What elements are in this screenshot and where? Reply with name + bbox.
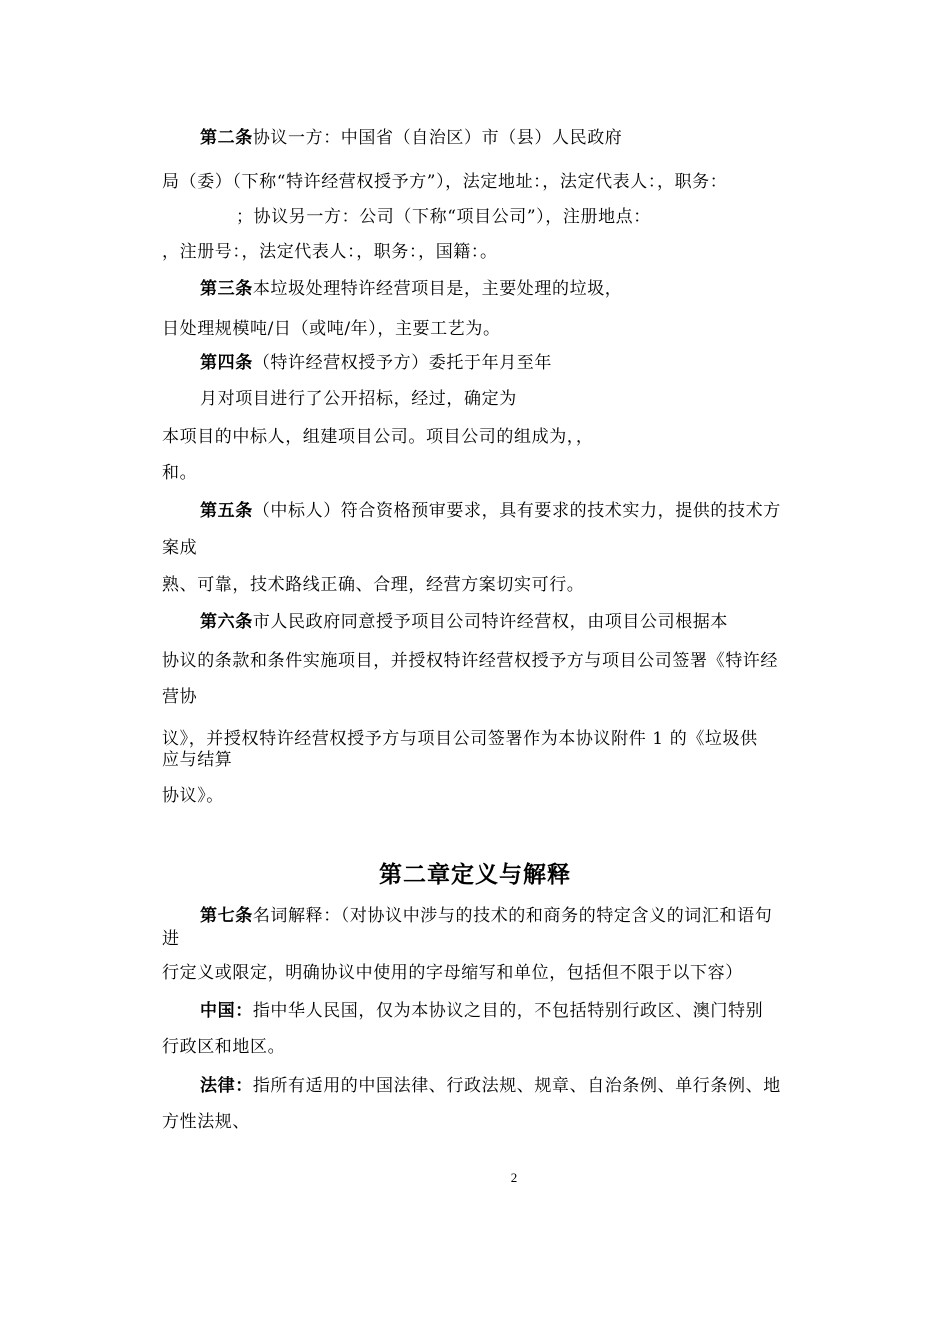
line-text: 进 [162, 929, 180, 949]
paragraph-line [162, 537, 197, 559]
line-text: 行定义或限定，明确协议中使用的字母缩写和单位，包括但不限于以下容） [162, 963, 743, 983]
line-text: 案成 [162, 538, 198, 558]
line-text: 营协 [162, 687, 198, 707]
line-text: 方性法规、 [162, 1112, 250, 1132]
paragraph-line [200, 500, 781, 522]
line-text: 和。 [162, 463, 198, 483]
paragraph-line [162, 171, 727, 193]
article-label: 第二条 [200, 128, 253, 148]
paragraph-line [162, 728, 758, 750]
line-text: 指中华人民国，仅为本协议之目的，不包括特别行政区、澳门特别 [252, 1001, 764, 1021]
paragraph-line [200, 278, 622, 300]
line-text: （中标人）符合资格预审要求，具有要求的技术实力，提供的技术方 [252, 501, 781, 521]
paragraph-line [162, 241, 498, 263]
paragraph-line [162, 426, 594, 448]
line-text: 行政区和地区。 [162, 1037, 286, 1057]
paragraph-line [162, 1111, 250, 1133]
line-text: 协议》。 [162, 786, 224, 806]
line-text: 指所有适用的中国法律、行政法规、规章、自治条例、单行条例、地 [252, 1076, 781, 1096]
line-text: ，注册号：，法定代表人：，职务：，国籍：。 [162, 242, 498, 262]
term-label: 法律： [200, 1076, 253, 1096]
paragraph-line [162, 318, 501, 340]
line-text: 协议的条款和条件实施项目，并授权特许经营权授予方与项目公司签署《特许经 [162, 651, 778, 671]
line-text: 市人民政府同意授予项目公司特许经营权，由项目公司根据本 [252, 612, 729, 632]
line-text: 协议一方：中国省（自治区）市（县）人民政府 [252, 128, 623, 148]
line-text: 局（委）（下称“特许经营权授予方”），法定地址：，法定代表人：，职务： [162, 172, 728, 192]
paragraph-line [200, 611, 728, 633]
paragraph-line [162, 1036, 285, 1058]
line-text: 月对项目进行了公开招标，经过，确定为 [200, 389, 517, 409]
paragraph-line [162, 962, 743, 984]
article-label: 第七条 [200, 906, 253, 926]
paragraph-line [162, 686, 197, 708]
article-label: 第六条 [200, 612, 253, 632]
paragraph-line [162, 785, 224, 807]
line-text: 本项目的中标人，组建项目公司。项目公司的组成为，， [162, 427, 594, 447]
line-text: 日处理规模吨/日（或吨/年），主要工艺为。 [162, 319, 501, 339]
paragraph-line [162, 928, 180, 950]
paragraph-line [200, 352, 552, 374]
paragraph-line [162, 462, 197, 484]
line-text: 熟、可靠，技术路线正确、合理，经营方案切实可行。 [162, 575, 585, 595]
article-label: 第五条 [200, 501, 253, 521]
line-text: （特许经营权授予方）委托于年月至年 [252, 353, 553, 373]
paragraph-line [162, 574, 584, 596]
page-number: 2 [510, 1170, 518, 1185]
line-text: 本垃圾处理特许经营项目是，主要处理的垃圾， [252, 279, 623, 299]
article-label: 第三条 [200, 279, 253, 299]
paragraph-line [236, 206, 651, 228]
line-text: ；协议另一方：公司（下称“项目公司”），注册地点： [236, 207, 651, 227]
line-text: 名词解释：（对协议中涉与的技术的和商务的特定含义的词汇和语句 [252, 906, 773, 926]
article-label: 第四条 [200, 353, 253, 373]
paragraph-line [162, 650, 778, 672]
paragraph-line [200, 1075, 781, 1097]
paragraph-line [200, 127, 622, 149]
term-label: 中国： [200, 1001, 253, 1021]
line-text: 议》，并授权特许经营权授予方与项目公司签署作为本协议附件 1 的《垃圾供 [162, 729, 758, 749]
chapter-title: 第二章定义与解释 [379, 862, 571, 888]
paragraph-line [200, 388, 517, 410]
paragraph-line [200, 1000, 763, 1022]
paragraph-line [162, 749, 232, 771]
paragraph-line [200, 905, 772, 927]
line-text: 应与结算 [162, 750, 233, 770]
